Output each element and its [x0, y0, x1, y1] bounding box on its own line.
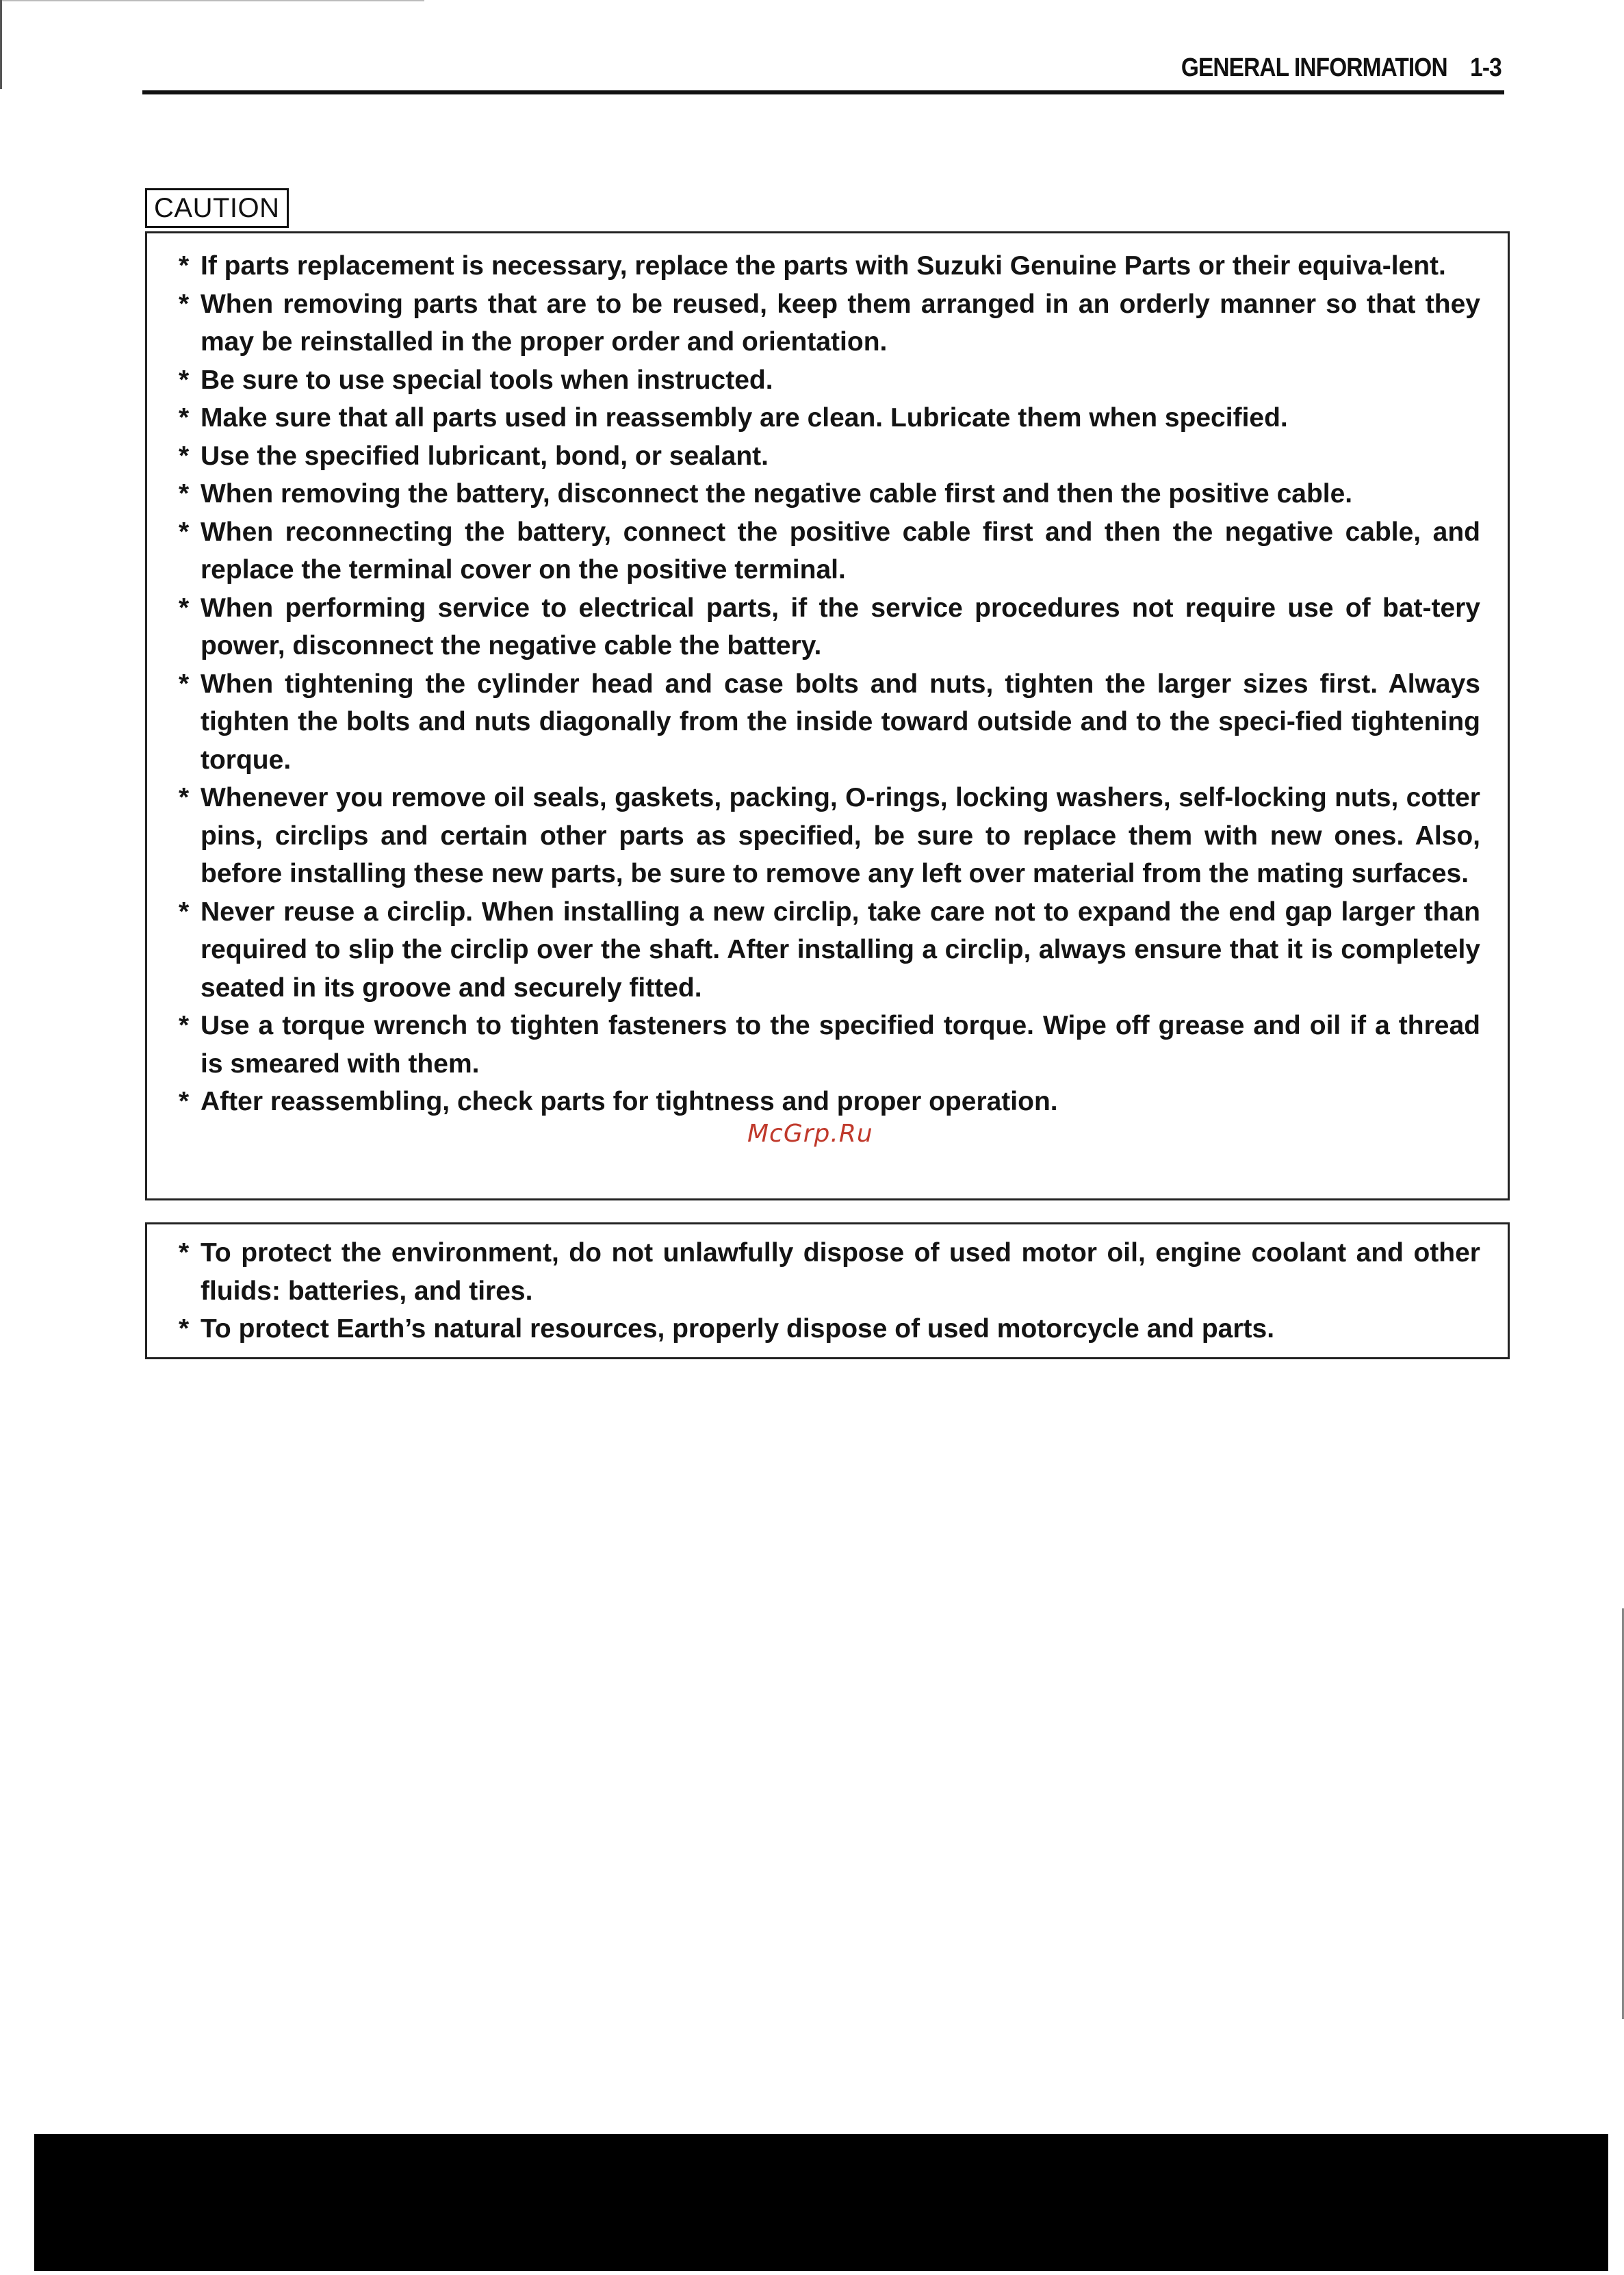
environment-box: [145, 1222, 1510, 1359]
bullet: *: [179, 403, 190, 433]
list-item: [179, 779, 1480, 893]
bullet: *: [179, 1011, 190, 1040]
item-text: Never reuse a circlip. When installing a new circlip, take care not to expand the end gap larger than required to slip the circlip over the shaft. After installing a circlip, always ensure that it is completely seated in its groove and securely fitted.: [201, 897, 1480, 1003]
item-text: When performing service to electrical parts, if the service procedures not require use of bat-tery power, disconnect the negative cable the battery.: [201, 593, 1480, 660]
item-text: Use a torque wrench to tighten fasteners to the specified torque. Wipe off grease and oil if a thread is smeared with them.: [201, 1011, 1480, 1079]
caution-box: [145, 231, 1510, 1200]
item-text: Make sure that all parts used in reassembly are clean. Lubricate them when specified.: [201, 403, 1288, 433]
bullet: *: [179, 1087, 190, 1116]
bullet: *: [179, 289, 190, 319]
item-text: When reconnecting the battery, connect the positive cable first and then the negative cable, and replace the terminal cover on the positive terminal.: [201, 517, 1480, 584]
list-item: [179, 361, 1480, 400]
list-item: [179, 475, 1480, 513]
bullet: *: [179, 517, 190, 547]
item-text: To protect Earth’s natural resources, properly dispose of used motorcycle and parts.: [201, 1314, 1275, 1344]
list-item: [179, 399, 1480, 437]
item-text: To protect the environment, do not unlawfully dispose of used motor oil, engine coolant and other fluids: batteries, and tires.: [201, 1238, 1480, 1306]
page-number: 1-3: [1470, 53, 1501, 82]
bullet: *: [179, 441, 190, 471]
bullet: *: [179, 593, 190, 623]
bottom-black-bar: [34, 2134, 1608, 2271]
list-item: [179, 589, 1480, 665]
bullet: *: [179, 669, 190, 699]
list-item: [179, 665, 1480, 780]
caution-label: CAUTION: [145, 188, 289, 228]
list-item: [179, 1234, 1480, 1310]
list-item: [179, 437, 1480, 476]
item-text: When removing the battery, disconnect the negative cable first and then the positive cable.: [201, 479, 1353, 509]
scan-edge-left: [0, 0, 2, 89]
scan-edge-top: [0, 0, 424, 1]
header-text: [1181, 53, 1501, 83]
item-text: After reassembling, check parts for tightness and proper operation.: [201, 1087, 1058, 1116]
bullet: *: [179, 365, 190, 395]
bullet: *: [179, 1238, 190, 1268]
item-text: When tightening the cylinder head and case bolts and nuts, tighten the larger sizes first. Always tighten the bolts and nuts diagonally from the inside toward outside and to the speci-fied tightening torque.: [201, 669, 1480, 775]
bullet: *: [179, 251, 190, 281]
list-item: [179, 1083, 1480, 1121]
watermark: McGrp.Ru: [747, 1120, 873, 1148]
item-text: When removing parts that are to be reused, keep them arranged in an orderly manner so that they may be reinstalled in the proper order and orientation.: [201, 289, 1480, 357]
list-item: [179, 1310, 1480, 1348]
header-rule: [142, 90, 1504, 94]
section-title: GENERAL INFORMATION: [1181, 53, 1447, 82]
bullet: *: [179, 897, 190, 927]
list-item: [179, 893, 1480, 1007]
item-text: If parts replacement is necessary, replace the parts with Suzuki Genuine Parts or their equiva-lent.: [201, 251, 1446, 281]
bullet: *: [179, 783, 190, 812]
item-text: Use the specified lubricant, bond, or sealant.: [201, 441, 769, 471]
list-item: [179, 513, 1480, 589]
item-text: Whenever you remove oil seals, gaskets, packing, O-rings, locking washers, self-locking nuts, cotter pins, circlips and certain other parts as specified, be sure to replace them with new ones. Also, before installing these new parts, be sure to remove any left over material from the mating surfaces.: [201, 783, 1480, 888]
page-header: [142, 53, 1504, 92]
list-item: [179, 1007, 1480, 1083]
list-item: [179, 247, 1480, 285]
bullet: *: [179, 1314, 190, 1344]
item-text: Be sure to use special tools when instructed.: [201, 365, 773, 395]
bullet: *: [179, 479, 190, 509]
list-item: [179, 285, 1480, 361]
